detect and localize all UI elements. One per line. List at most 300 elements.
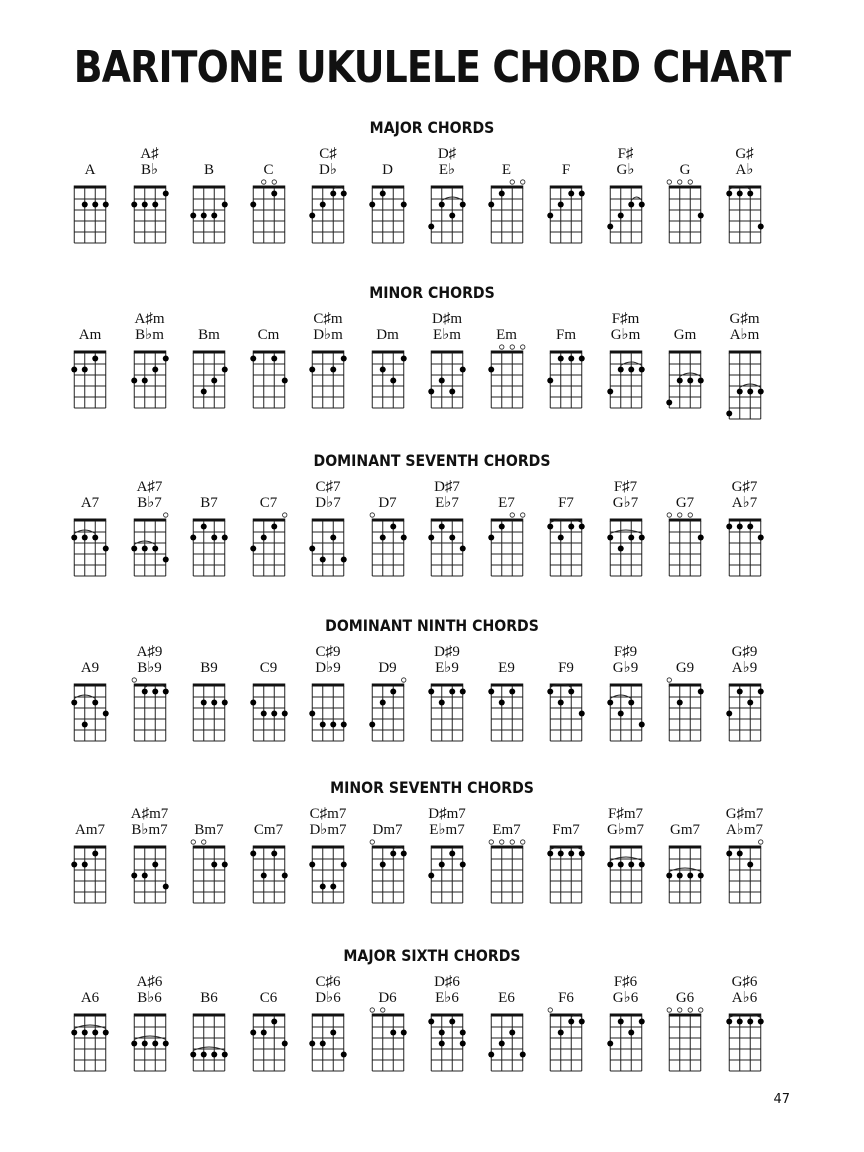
chord-name: B <box>203 162 214 178</box>
finger-dot <box>607 700 613 706</box>
chord-alt-name <box>239 644 299 660</box>
open-string-marker <box>499 840 503 844</box>
chord-alt-name <box>179 806 239 822</box>
open-string-marker <box>520 180 524 184</box>
fretboard-grid <box>601 178 651 249</box>
chord-alt-name: G♯ <box>735 146 754 162</box>
finger-dot <box>449 851 455 857</box>
finger-dot <box>460 367 466 373</box>
chord-diagram <box>655 806 715 909</box>
fretboard-grid <box>363 676 413 747</box>
finger-dot <box>449 1019 455 1025</box>
open-string-marker <box>499 345 503 349</box>
chord-diagram <box>298 644 358 747</box>
finger-dot <box>369 722 375 728</box>
nut <box>609 684 642 687</box>
finger-dot <box>379 367 385 373</box>
finger-dot <box>103 546 109 552</box>
finger-dot <box>638 722 644 728</box>
chord-name: D7 <box>378 495 397 511</box>
nut <box>133 1014 166 1017</box>
chord-alt-name <box>239 479 299 495</box>
finger-dot <box>547 689 553 695</box>
finger-dot <box>747 524 753 530</box>
chord-name: E♭m <box>433 327 461 343</box>
chord-diagram <box>596 644 656 747</box>
fretboard-grid <box>541 511 591 582</box>
finger-dot <box>568 356 574 362</box>
finger-dot <box>309 546 315 552</box>
chord-alt-name: C♯9 <box>315 644 341 660</box>
finger-dot <box>82 367 88 373</box>
nut <box>371 351 404 354</box>
finger-dot <box>638 1019 644 1025</box>
finger-dot <box>617 1019 623 1025</box>
finger-dot <box>152 202 158 208</box>
fretboard-grid <box>660 511 710 582</box>
open-string-marker <box>510 180 514 184</box>
finger-dot <box>726 851 732 857</box>
chord-diagram <box>477 644 537 747</box>
chord-name: Am7 <box>75 822 105 838</box>
chord-name: D♭6 <box>315 990 341 1006</box>
finger-dot <box>71 367 77 373</box>
finger-dot <box>141 378 147 384</box>
finger-dot <box>131 873 137 879</box>
finger-dot <box>460 1030 466 1036</box>
finger-dot <box>638 535 644 541</box>
finger-dot <box>439 862 445 868</box>
finger-dot <box>428 873 434 879</box>
chord-alt-name: F♯7 <box>613 479 638 495</box>
finger-dot <box>747 700 753 706</box>
chord-name: B7 <box>200 495 218 511</box>
open-string-marker <box>667 180 671 184</box>
chord-name: E <box>501 162 512 178</box>
finger-dot <box>428 389 434 395</box>
finger-dot <box>757 535 763 541</box>
chord-alt-name: A♯m <box>134 311 165 327</box>
nut <box>252 1014 285 1017</box>
fretboard-grid <box>244 511 294 582</box>
chord-diagram <box>655 146 715 249</box>
chord-diagram <box>417 974 477 1077</box>
chord-diagram <box>60 311 120 414</box>
chord-diagram <box>477 311 537 414</box>
nut <box>133 351 166 354</box>
chord-diagram <box>298 146 358 249</box>
finger-dot <box>498 191 504 197</box>
fretboard-grid <box>720 178 770 249</box>
nut <box>669 684 702 687</box>
finger-dot <box>211 862 217 868</box>
nut <box>193 186 226 189</box>
finger-dot <box>449 389 455 395</box>
finger-dot <box>260 873 266 879</box>
chord-alt-name: C♯6 <box>315 974 341 990</box>
finger-dot <box>320 557 326 563</box>
chord-name: A♭m7 <box>725 822 764 838</box>
finger-dot <box>271 356 277 362</box>
chord-alt-name: F♯ <box>617 146 634 162</box>
finger-dot <box>736 1019 742 1025</box>
chord-diagram <box>239 644 299 747</box>
finger-dot <box>638 862 644 868</box>
chord-name: F <box>561 162 571 178</box>
chord-diagram <box>477 806 537 909</box>
chord-name: B6 <box>200 990 218 1006</box>
finger-dot <box>428 689 434 695</box>
finger-dot <box>547 851 553 857</box>
chord-name: C <box>263 162 274 178</box>
nut <box>193 1014 226 1017</box>
open-string-marker <box>489 840 493 844</box>
fretboard-grid <box>125 838 175 909</box>
fretboard-grid <box>244 676 294 747</box>
nut <box>669 186 702 189</box>
fretboard-grid <box>720 838 770 909</box>
chord-diagram <box>298 806 358 909</box>
finger-dot <box>82 722 88 728</box>
chord-alt-name <box>60 311 120 327</box>
finger-dot <box>488 1052 494 1058</box>
fretboard-grid <box>184 178 234 249</box>
finger-dot <box>330 535 336 541</box>
chord-diagram <box>120 644 180 747</box>
chord-diagram <box>358 644 418 747</box>
fretboard-grid <box>125 343 175 414</box>
chord-name: D♭ <box>319 162 337 178</box>
finger-dot <box>141 873 147 879</box>
nut <box>312 846 345 849</box>
fretboard-grid <box>720 676 770 747</box>
chord-name: G♭m7 <box>606 822 645 838</box>
chord-name: B♭m <box>135 327 164 343</box>
chord-diagram <box>239 146 299 249</box>
open-string-marker <box>370 840 374 844</box>
finger-dot <box>628 700 634 706</box>
nut <box>431 186 464 189</box>
finger-dot <box>260 711 266 717</box>
open-string-marker <box>667 1008 671 1012</box>
chord-diagram <box>239 311 299 414</box>
chord-name: D6 <box>378 990 397 1006</box>
section-title: MAJOR SIXTH CHORDS <box>343 946 521 965</box>
finger-dot <box>449 535 455 541</box>
finger-dot <box>190 1052 196 1058</box>
finger-dot <box>757 689 763 695</box>
finger-dot <box>607 535 613 541</box>
open-string-marker <box>758 840 762 844</box>
finger-dot <box>390 378 396 384</box>
chord-alt-name <box>60 974 120 990</box>
finger-dot <box>687 378 693 384</box>
chord-diagram <box>179 974 239 1077</box>
finger-dot <box>607 862 613 868</box>
finger-dot <box>320 202 326 208</box>
finger-dot <box>428 224 434 230</box>
fretboard-grid <box>541 1006 591 1077</box>
chord-alt-name: A♯m7 <box>130 806 169 822</box>
chord-alt-name <box>477 479 537 495</box>
finger-dot <box>558 851 564 857</box>
chord-diagram <box>477 146 537 249</box>
fretboard-grid <box>660 343 710 414</box>
chord-alt-name <box>239 806 299 822</box>
open-string-marker <box>667 678 671 682</box>
chord-diagram <box>120 479 180 582</box>
fretboard-grid <box>422 838 472 909</box>
finger-dot <box>250 356 256 362</box>
nut <box>193 684 226 687</box>
finger-dot <box>201 700 207 706</box>
fretboard-grid <box>720 511 770 582</box>
finger-dot <box>757 389 763 395</box>
finger-dot <box>281 873 287 879</box>
chord-alt-name: F♯6 <box>613 974 638 990</box>
finger-dot <box>617 862 623 868</box>
fretboard-grid <box>244 343 294 414</box>
finger-dot <box>390 1030 396 1036</box>
chord-alt-name <box>179 146 239 162</box>
chord-diagram <box>358 146 418 249</box>
chord-diagram <box>715 479 775 582</box>
chord-alt-name <box>60 644 120 660</box>
chord-diagram <box>596 806 656 909</box>
finger-dot <box>628 202 634 208</box>
finger-dot <box>141 202 147 208</box>
finger-dot <box>488 202 494 208</box>
fretboard-grid <box>660 1006 710 1077</box>
chord-alt-name <box>60 479 120 495</box>
chord-name: B♭9 <box>137 660 162 676</box>
nut <box>193 519 226 522</box>
nut <box>133 186 166 189</box>
finger-dot <box>131 1041 137 1047</box>
finger-dot <box>211 700 217 706</box>
chord-diagram <box>120 146 180 249</box>
chord-diagram <box>536 806 596 909</box>
open-string-marker <box>520 840 524 844</box>
finger-dot <box>498 524 504 530</box>
finger-dot <box>547 213 553 219</box>
nut <box>550 186 583 189</box>
section-title: DOMINANT NINTH CHORDS <box>325 616 539 635</box>
nut <box>252 846 285 849</box>
finger-dot <box>400 851 406 857</box>
fretboard-grid <box>422 343 472 414</box>
chord-name: Em7 <box>492 822 521 838</box>
finger-dot <box>558 356 564 362</box>
finger-dot <box>747 862 753 868</box>
chord-name: Gm <box>673 327 697 343</box>
nut <box>490 519 523 522</box>
finger-dot <box>607 224 613 230</box>
chord-name: Gm7 <box>670 822 700 838</box>
chord-alt-name <box>536 311 596 327</box>
chord-diagram <box>298 974 358 1077</box>
chord-name: A7 <box>80 495 100 511</box>
chord-diagram <box>417 311 477 414</box>
chord-diagram <box>120 806 180 909</box>
finger-dot <box>71 862 77 868</box>
finger-dot <box>509 1030 515 1036</box>
chord-name: D♭7 <box>315 495 341 511</box>
finger-dot <box>400 1030 406 1036</box>
finger-dot <box>369 202 375 208</box>
chord-diagram <box>60 644 120 747</box>
finger-dot <box>222 1052 228 1058</box>
nut <box>252 351 285 354</box>
chord-name: F9 <box>558 660 574 676</box>
finger-dot <box>449 213 455 219</box>
finger-dot <box>428 535 434 541</box>
chord-diagram <box>596 311 656 414</box>
fretboard-grid <box>601 838 651 909</box>
chord-alt-name <box>179 644 239 660</box>
finger-dot <box>547 524 553 530</box>
chord-alt-name <box>477 806 537 822</box>
chord-name: Em <box>496 327 517 343</box>
chord-alt-name <box>60 806 120 822</box>
chord-name: Dm <box>376 327 399 343</box>
nut <box>669 351 702 354</box>
finger-dot <box>330 191 336 197</box>
finger-dot <box>698 213 704 219</box>
finger-dot <box>460 1041 466 1047</box>
finger-dot <box>698 873 704 879</box>
finger-dot <box>141 546 147 552</box>
open-string-marker <box>520 345 524 349</box>
finger-dot <box>519 1052 525 1058</box>
finger-dot <box>92 1030 98 1036</box>
chord-diagram <box>536 644 596 747</box>
fretboard-grid <box>244 178 294 249</box>
finger-dot <box>628 862 634 868</box>
finger-dot <box>390 689 396 695</box>
open-string-marker <box>520 513 524 517</box>
chord-alt-name: F♯m <box>611 311 640 327</box>
chord-name: G♭m <box>610 327 641 343</box>
fretboard-grid <box>660 178 710 249</box>
chord-name: F6 <box>558 990 574 1006</box>
nut <box>550 351 583 354</box>
finger-dot <box>309 367 315 373</box>
chord-name: G♭ <box>616 162 635 178</box>
nut <box>609 519 642 522</box>
nut <box>74 186 107 189</box>
finger-dot <box>162 1041 168 1047</box>
open-string-marker <box>272 180 276 184</box>
finger-dot <box>439 378 445 384</box>
nut <box>669 1014 702 1017</box>
fretboard-grid <box>541 838 591 909</box>
nut <box>431 1014 464 1017</box>
finger-dot <box>211 1052 217 1058</box>
chord-alt-name: A♯7 <box>136 479 163 495</box>
section-title: MAJOR CHORDS <box>369 118 495 137</box>
open-string-marker <box>202 840 206 844</box>
chord-name: A♭ <box>735 162 754 178</box>
finger-dot <box>687 873 693 879</box>
open-string-marker <box>699 1008 703 1012</box>
open-string-marker <box>191 840 195 844</box>
chord-alt-name <box>358 974 418 990</box>
fretboard-grid <box>363 1006 413 1077</box>
finger-dot <box>309 862 315 868</box>
chord-alt-name <box>536 644 596 660</box>
fretboard-grid <box>303 676 353 747</box>
finger-dot <box>638 367 644 373</box>
chord-name: B♭7 <box>137 495 162 511</box>
fretboard-grid <box>184 676 234 747</box>
finger-dot <box>509 689 515 695</box>
chord-diagram <box>417 806 477 909</box>
chord-diagram <box>358 806 418 909</box>
finger-dot <box>103 202 109 208</box>
finger-dot <box>271 524 277 530</box>
open-string-marker <box>688 180 692 184</box>
chord-name: A♭7 <box>731 495 758 511</box>
chord-alt-name <box>655 311 715 327</box>
chord-alt-name: D♯9 <box>434 644 460 660</box>
finger-dot <box>460 202 466 208</box>
chord-name: E♭6 <box>435 990 459 1006</box>
finger-dot <box>190 213 196 219</box>
chord-alt-name <box>239 311 299 327</box>
chord-diagram <box>417 479 477 582</box>
nut <box>431 846 464 849</box>
finger-dot <box>488 535 494 541</box>
chord-alt-name: D♯m <box>432 311 462 327</box>
chord-diagram <box>596 146 656 249</box>
finger-dot <box>579 711 585 717</box>
finger-dot <box>579 524 585 530</box>
finger-dot <box>726 191 732 197</box>
open-string-marker <box>548 1008 552 1012</box>
chord-name: A9 <box>80 660 100 676</box>
fretboard-grid <box>125 511 175 582</box>
finger-dot <box>152 862 158 868</box>
chord-diagram <box>179 311 239 414</box>
finger-dot <box>736 851 742 857</box>
nut <box>312 351 345 354</box>
nut <box>371 186 404 189</box>
chord-alt-name <box>536 479 596 495</box>
open-string-marker <box>510 513 514 517</box>
chord-name: E♭7 <box>435 495 459 511</box>
open-string-marker <box>667 513 671 517</box>
chord-name: E9 <box>498 660 515 676</box>
nut <box>431 351 464 354</box>
chord-name: B♭6 <box>137 990 162 1006</box>
chord-diagram <box>715 806 775 909</box>
open-string-marker <box>370 1008 374 1012</box>
chord-diagram <box>715 974 775 1077</box>
chord-name: Fm7 <box>552 822 580 838</box>
chord-diagram <box>239 479 299 582</box>
section-title: MINOR SEVENTH CHORDS <box>330 778 534 797</box>
finger-dot <box>162 884 168 890</box>
chord-alt-name <box>358 479 418 495</box>
finger-dot <box>439 202 445 208</box>
finger-dot <box>498 700 504 706</box>
fretboard-grid <box>184 838 234 909</box>
chord-name: C7 <box>259 495 278 511</box>
chord-name: G♭6 <box>612 990 639 1006</box>
chord-name: A♭9 <box>731 660 758 676</box>
finger-dot <box>547 378 553 384</box>
